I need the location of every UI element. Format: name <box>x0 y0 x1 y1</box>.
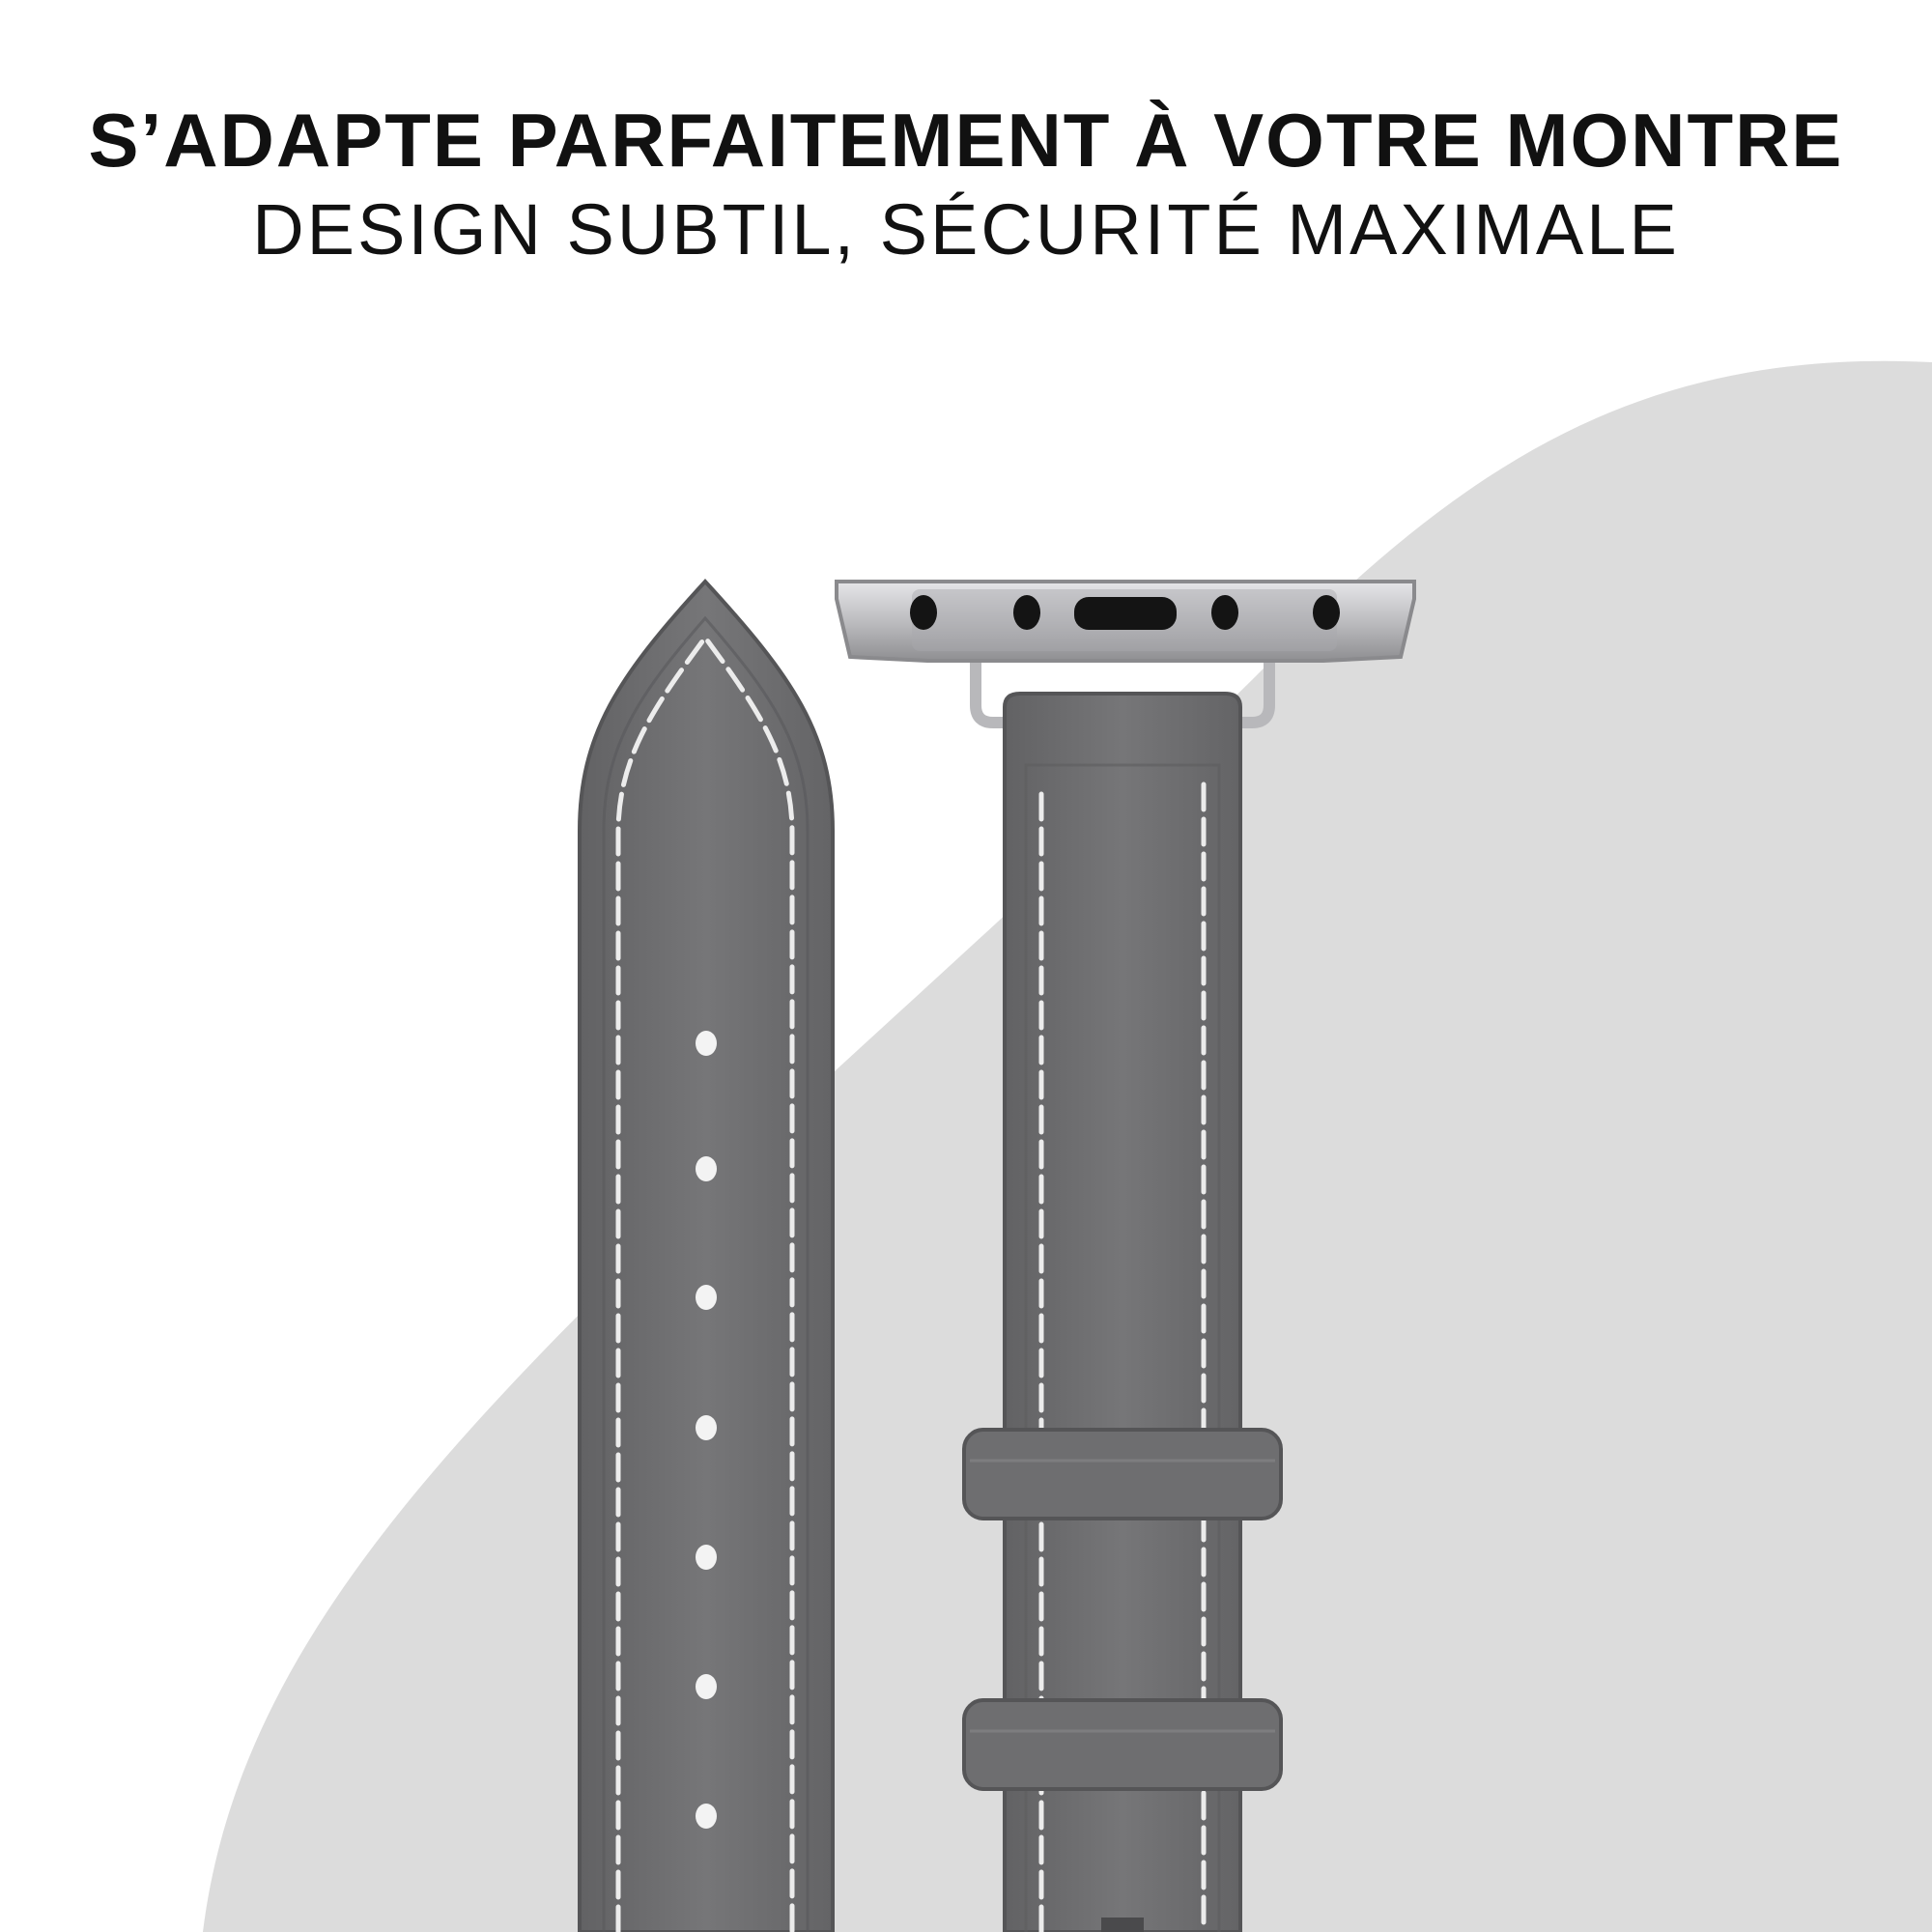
headline-subtitle: DESIGN SUBTIL, SÉCURITÉ MAXIMALE <box>252 189 1680 270</box>
watch-adapter <box>837 582 1414 661</box>
right-strap <box>964 649 1281 1932</box>
strap-loop <box>964 1700 1281 1789</box>
strap-loop <box>964 1430 1281 1519</box>
headline-title: S’ADAPTE PARFAITEMENT À VOTRE MONTRE <box>88 98 1844 183</box>
left-strap <box>580 582 833 1932</box>
